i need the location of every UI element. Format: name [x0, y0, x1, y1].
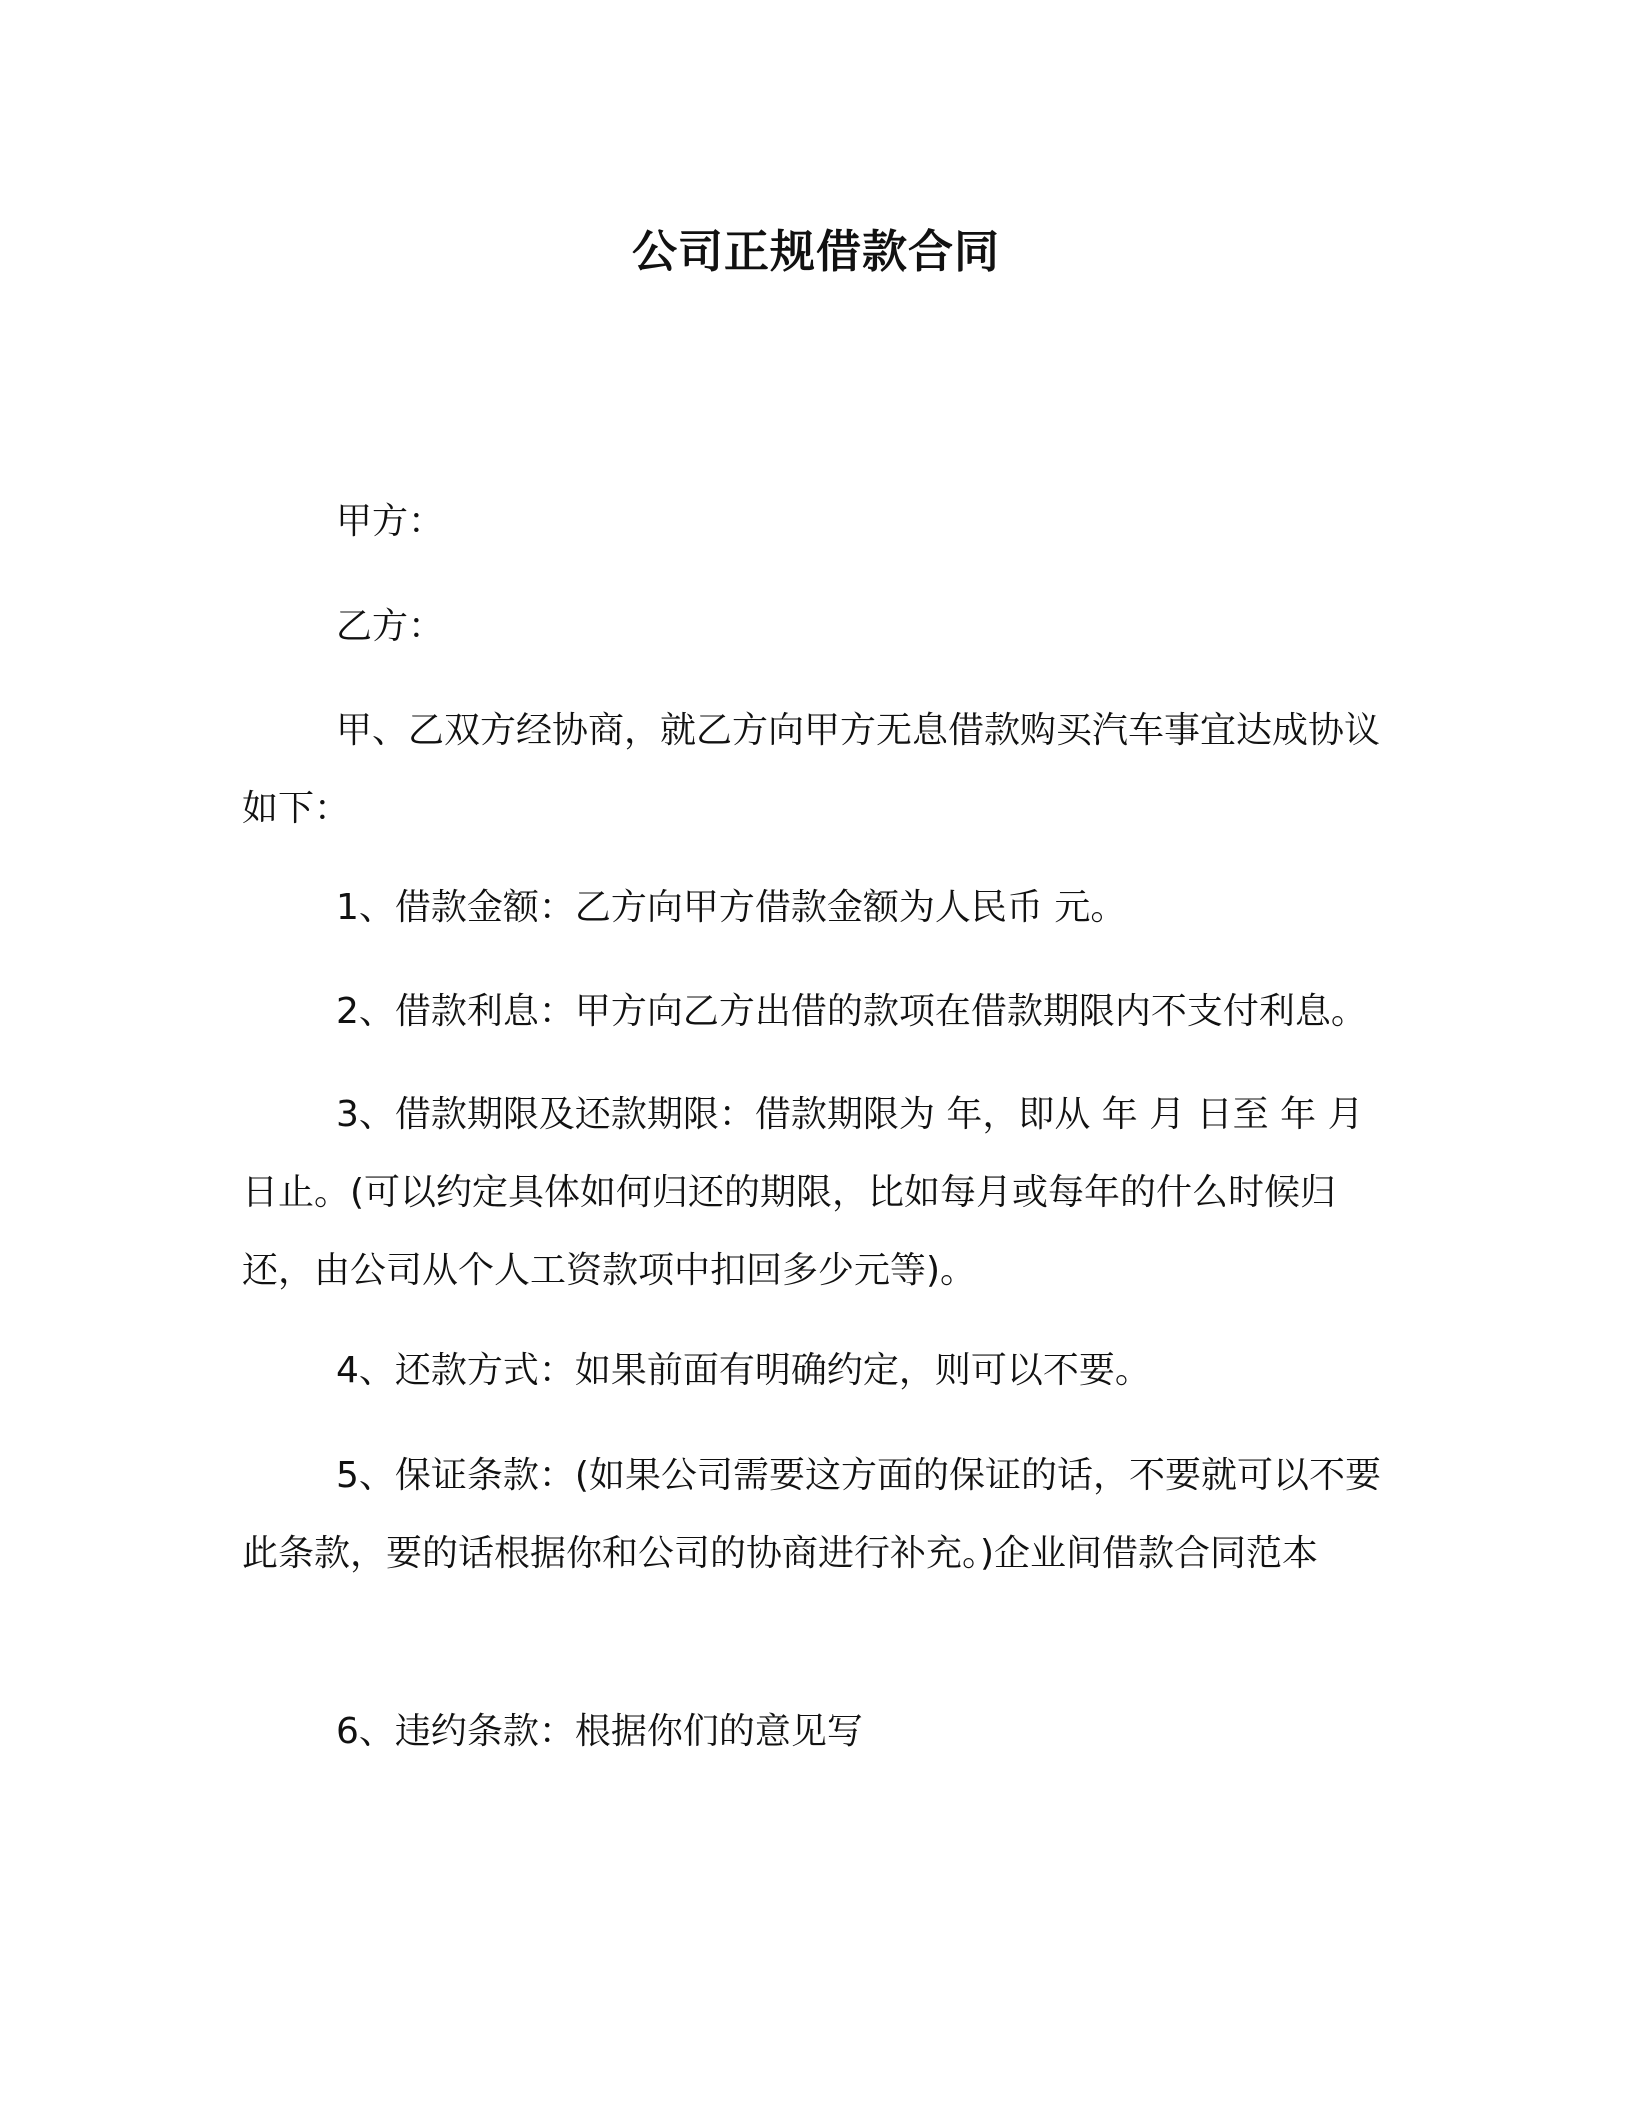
clause-loan-term: 3、借款期限及还款期限：借款期限为 年，即从 年 月 日至 年 月日止。(可以约定具体如何归还的期限，比如每月或每年的什么时候归还，由公司从个人工资款项中扣回多少元等)。 — [242, 1094, 1364, 1291]
clause-repayment-method: 4、还款方式：如果前面有明确约定，则可以不要。 — [336, 1350, 1151, 1391]
clause-guarantee: 5、保证条款：(如果公司需要这方面的保证的话，不要就可以不要此条款，要的话根据你和公司的协商进行补充。)企业间借款合同范本 — [242, 1455, 1381, 1574]
party-a-line: 甲方： — [336, 501, 445, 542]
intro-paragraph: 甲、乙双方经协商，就乙方向甲方无息借款购买汽车事宜达成协议如下： — [242, 710, 1381, 829]
clause-loan-amount: 1、借款金额：乙方向甲方借款金额为人民币 元。 — [336, 887, 1127, 928]
clause-loan-interest: 2、借款利息：甲方向乙方出借的款项在借款期限内不支付利息。 — [336, 991, 1367, 1032]
party-b-line: 乙方： — [336, 606, 445, 647]
clause-breach: 6、违约条款：根据你们的意见写 — [336, 1711, 863, 1752]
document-title: 公司正规借款合同 — [631, 225, 1000, 278]
